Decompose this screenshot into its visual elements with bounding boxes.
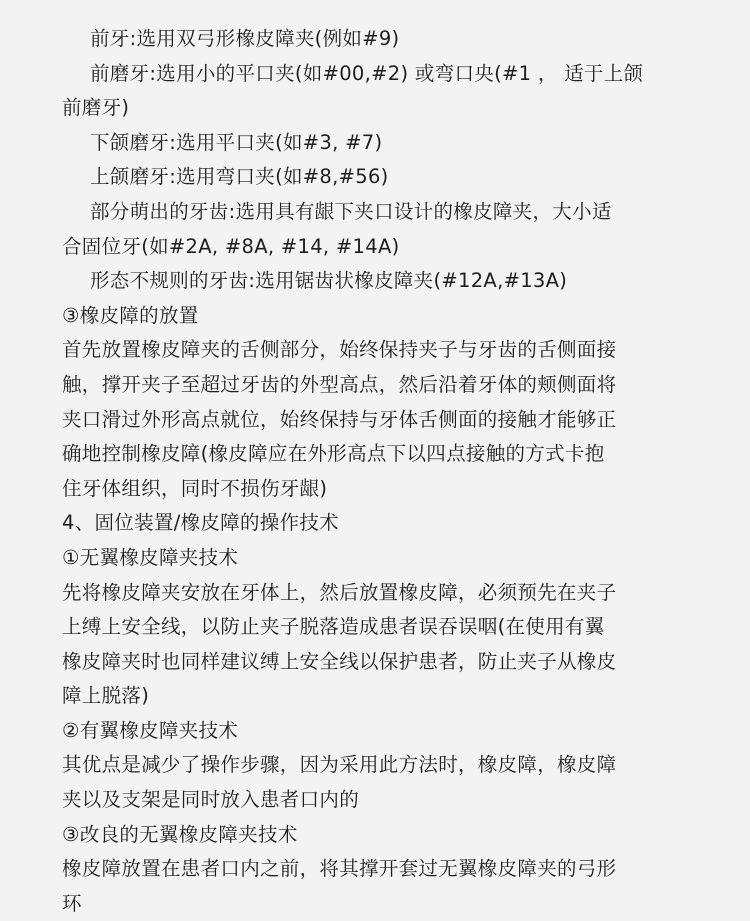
text-line-premolar: 前磨牙:选用小的平口夹(如#00,#2) 或弯口央(#1 ， 适于上颌 [90, 61, 644, 85]
paragraph-line: 障上脱落) [62, 684, 150, 708]
text-line-irregular-teeth: 形态不规则的牙齿:选用锯齿状橡皮障夹(#12A,#13A) [90, 269, 568, 293]
paragraph-line: 触，撑开夹子至超过牙齿的外型高点，然后沿着牙体的颊侧面将 [62, 372, 617, 396]
paragraph-line: 环 [62, 891, 82, 915]
text-line-anterior-teeth: 前牙:选用双弓形橡皮障夹(例如#9) [90, 27, 400, 50]
paragraph-line: 其优点是减少了操作步骤，因为采用此方法时，橡皮障，橡皮障 [62, 753, 617, 777]
subheading-modified-wingless: ③改良的无翼橡皮障夹技术 [62, 822, 298, 846]
section-heading-placement: ③橡皮障的放置 [62, 303, 199, 327]
paragraph-line: 确地控制橡皮障(橡皮障应在外形高点下以四点接触的方式卡抱 [62, 442, 605, 466]
paragraph-line: 橡皮障夹时也同样建议缚上安全线以保护患者，防止夹子从橡皮 [62, 649, 617, 673]
paragraph-line: 住牙体组织，同时不损伤牙龈) [62, 476, 328, 500]
paragraph-line: 夹口滑过外形高点就位，始终保持与牙体舌侧面的接触才能够正 [62, 407, 617, 431]
paragraph-line: 橡皮障放置在患者口内之前，将其撑开套过无翼橡皮障夹的弓形 [62, 857, 617, 881]
paragraph-line: 夹以及支架是同时放入患者口内的 [62, 788, 360, 812]
text-line-partially-erupted-cont: 合固位牙(如#2A, #8A, #14, #14A) [62, 234, 400, 258]
text-line-mandibular-molar: 下颌磨牙:选用平口夹(如#3, #7) [90, 130, 383, 154]
paragraph-line: 先将橡皮障夹安放在牙体上，然后放置橡皮障，必须预先在夹子 [62, 580, 617, 604]
paragraph-line: 首先放置橡皮障夹的舌侧部分，始终保持夹子与牙齿的舌侧面接 [62, 338, 617, 362]
subheading-winged-clamp: ②有翼橡皮障夹技术 [62, 718, 239, 742]
subheading-wingless-clamp: ①无翼橡皮障夹技术 [62, 545, 239, 569]
paragraph-line: 上缚上安全线，以防止夹子脱落造成患者误吞误咽(在使用有翼 [62, 615, 605, 639]
text-line-partially-erupted: 部分萌出的牙齿:选用具有龈下夹口设计的橡皮障夹，大小适 [90, 199, 612, 223]
text-line-maxillary-molar: 上颌磨牙:选用弯口夹(如#8,#56) [90, 165, 389, 189]
section-heading-techniques: 4、固位装置/橡皮障的操作技术 [62, 511, 339, 535]
text-line-premolar-cont: 前磨牙) [62, 96, 130, 120]
